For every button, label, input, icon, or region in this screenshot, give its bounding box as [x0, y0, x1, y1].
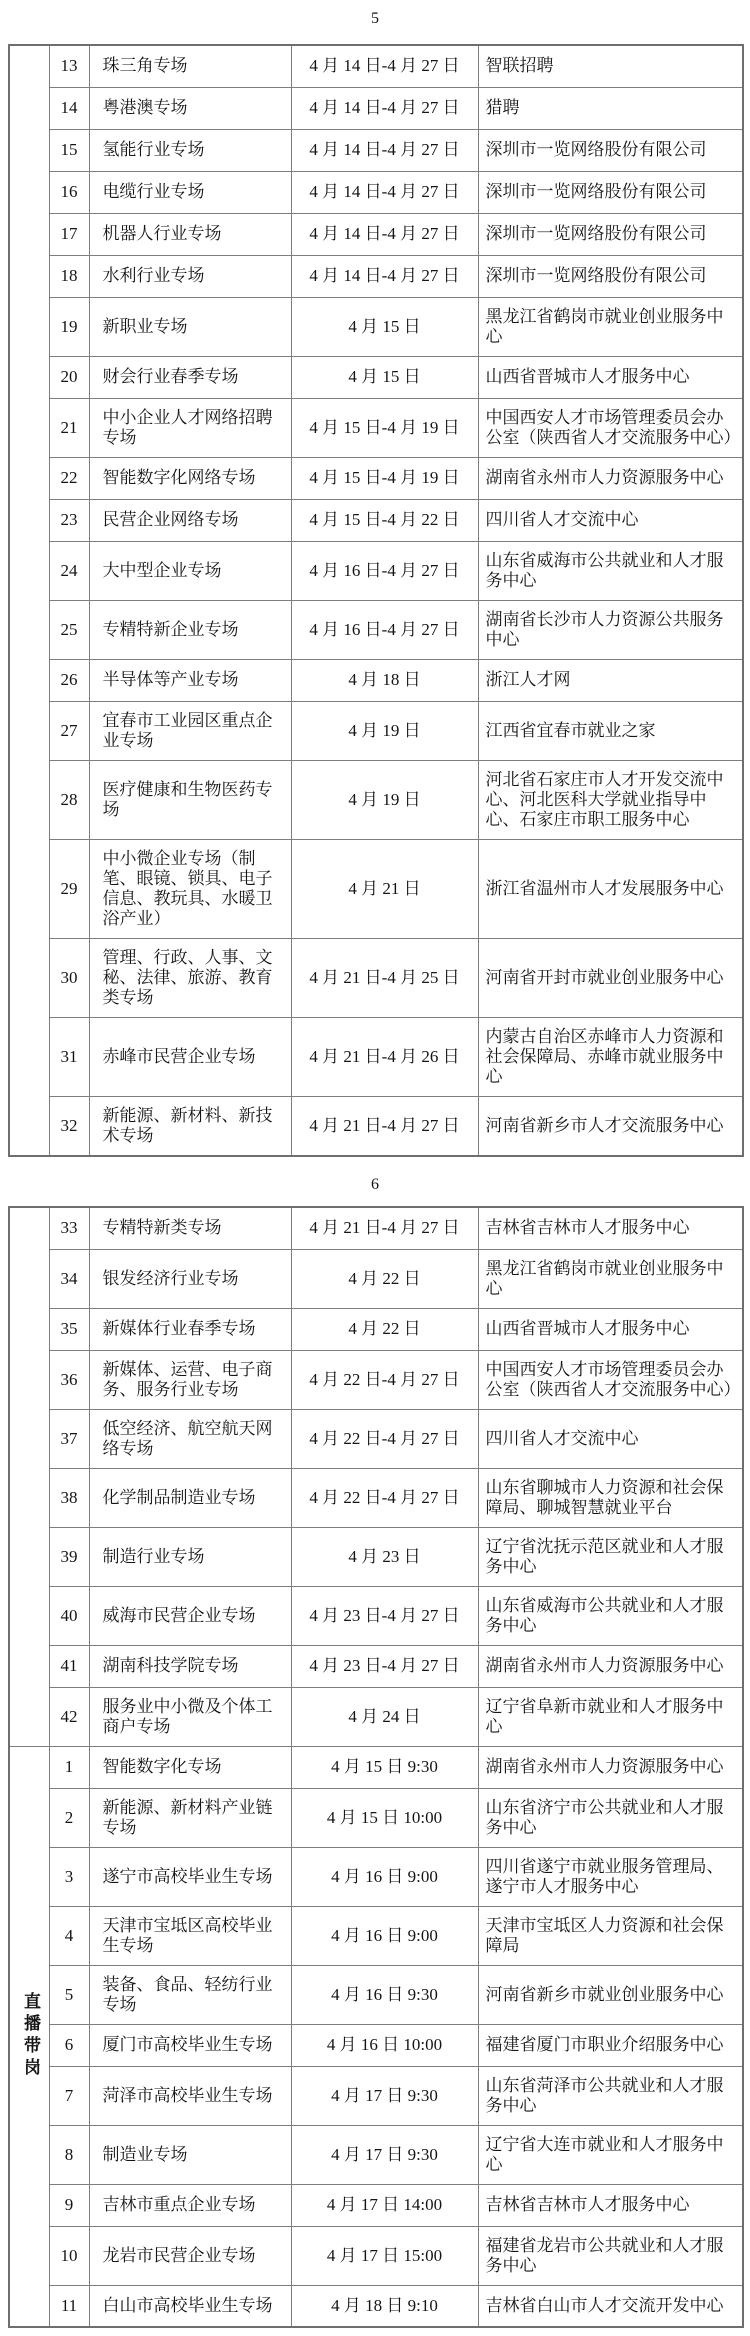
row-number: 28 — [49, 760, 89, 839]
row-number: 25 — [49, 600, 89, 659]
table-row — [9, 213, 743, 255]
table-row — [9, 938, 743, 1017]
row-number: 36 — [49, 1350, 89, 1409]
organizer: 深圳市一览网络股份有限公司 — [478, 255, 743, 297]
session-title: 吉林市重点企业专场 — [89, 2184, 291, 2226]
table-row — [9, 297, 743, 356]
session-date: 4 月 17 日 9:30 — [291, 2125, 478, 2184]
session-title: 宜春市工业园区重点企业专场 — [89, 701, 291, 760]
row-number: 7 — [49, 2066, 89, 2125]
table-row — [9, 87, 743, 129]
table-row — [9, 398, 743, 457]
row-number: 24 — [49, 541, 89, 600]
session-title: 新能源、新材料、新技术专场 — [89, 1096, 291, 1156]
session-date: 4 月 15 日-4 月 19 日 — [291, 398, 478, 457]
session-date: 4 月 17 日 15:00 — [291, 2226, 478, 2285]
session-date: 4 月 16 日 9:30 — [291, 1965, 478, 2024]
table-row — [9, 1527, 743, 1586]
session-title: 民营企业网络专场 — [89, 499, 291, 541]
session-date: 4 月 21 日-4 月 26 日 — [291, 1017, 478, 1096]
session-date: 4 月 21 日-4 月 27 日 — [291, 1096, 478, 1156]
table-row — [9, 701, 743, 760]
session-title: 氢能行业专场 — [89, 129, 291, 171]
row-number: 6 — [49, 2024, 89, 2066]
session-date: 4 月 17 日 14:00 — [291, 2184, 478, 2226]
table-row — [9, 1906, 743, 1965]
schedule-table-page6 — [8, 1206, 744, 2328]
session-date: 4 月 16 日-4 月 27 日 — [291, 600, 478, 659]
organizer: 江西省宜春市就业之家 — [478, 701, 743, 760]
row-number: 1 — [49, 1746, 89, 1788]
session-title: 湖南科技学院专场 — [89, 1645, 291, 1687]
session-title: 威海市民营企业专场 — [89, 1586, 291, 1645]
organizer: 辽宁省沈抚示范区就业和人才服务中心 — [478, 1527, 743, 1586]
session-title: 智能数字化专场 — [89, 1746, 291, 1788]
organizer: 深圳市一览网络股份有限公司 — [478, 171, 743, 213]
table-row — [9, 1746, 743, 1788]
session-date: 4 月 14 日-4 月 27 日 — [291, 87, 478, 129]
organizer: 内蒙古自治区赤峰市人力资源和社会保障局、赤峰市就业服务中心 — [478, 1017, 743, 1096]
organizer: 深圳市一览网络股份有限公司 — [478, 213, 743, 255]
session-date: 4 月 23 日-4 月 27 日 — [291, 1645, 478, 1687]
organizer: 吉林省吉林市人才服务中心 — [478, 2184, 743, 2226]
session-title: 粤港澳专场 — [89, 87, 291, 129]
session-title: 中小微企业专场（制笔、眼镜、锁具、电子信息、教玩具、水暖卫浴产业） — [89, 839, 291, 938]
organizer: 浙江人才网 — [478, 659, 743, 701]
session-date: 4 月 21 日-4 月 25 日 — [291, 938, 478, 1017]
category-cell-empty — [9, 45, 49, 1156]
session-date: 4 月 18 日 9:10 — [291, 2285, 478, 2327]
organizer: 黑龙江省鹤岗市就业创业服务中心 — [478, 297, 743, 356]
organizer: 四川省遂宁市就业服务管理局、遂宁市人才服务中心 — [478, 1847, 743, 1906]
organizer: 山西省晋城市人才服务中心 — [478, 356, 743, 398]
table-row — [9, 129, 743, 171]
session-date: 4 月 24 日 — [291, 1687, 478, 1746]
session-date: 4 月 17 日 9:30 — [291, 2066, 478, 2125]
table-row — [9, 659, 743, 701]
session-title: 中小企业人才网络招聘专场 — [89, 398, 291, 457]
organizer: 山东省威海市公共就业和人才服务中心 — [478, 1586, 743, 1645]
row-number: 17 — [49, 213, 89, 255]
session-title: 大中型企业专场 — [89, 541, 291, 600]
page-number-6: 6 — [371, 1176, 379, 1193]
session-date: 4 月 14 日-4 月 27 日 — [291, 255, 478, 297]
organizer: 天津市宝坻区人力资源和社会保障局 — [478, 1906, 743, 1965]
organizer: 河北省石家庄市人才开发交流中心、河北医科大学就业指导中心、石家庄市职工服务中心 — [478, 760, 743, 839]
table-row — [9, 1096, 743, 1156]
organizer: 浙江省温州市人才发展服务中心 — [478, 839, 743, 938]
session-date: 4 月 23 日-4 月 27 日 — [291, 1586, 478, 1645]
row-number: 19 — [49, 297, 89, 356]
table-row — [9, 1965, 743, 2024]
table-row — [9, 171, 743, 213]
live-broadcast-group-label: 直播带岗 — [21, 1992, 40, 2081]
session-title: 珠三角专场 — [89, 45, 291, 87]
row-number: 16 — [49, 171, 89, 213]
session-date: 4 月 22 日-4 月 27 日 — [291, 1468, 478, 1527]
session-title: 制造业专场 — [89, 2125, 291, 2184]
session-date: 4 月 22 日-4 月 27 日 — [291, 1409, 478, 1468]
session-date: 4 月 15 日 9:30 — [291, 1746, 478, 1788]
session-title: 遂宁市高校毕业生专场 — [89, 1847, 291, 1906]
table-row — [9, 356, 743, 398]
row-number: 41 — [49, 1645, 89, 1687]
row-number: 29 — [49, 839, 89, 938]
row-number: 33 — [49, 1207, 89, 1249]
organizer: 吉林省白山市人才交流开发中心 — [478, 2285, 743, 2327]
table-row — [9, 1847, 743, 1906]
table-row — [9, 1687, 743, 1746]
table-row — [9, 2285, 743, 2327]
row-number: 37 — [49, 1409, 89, 1468]
schedule-table-page5 — [8, 44, 744, 1157]
session-title: 龙岩市民营企业专场 — [89, 2226, 291, 2285]
row-number: 31 — [49, 1017, 89, 1096]
session-title: 新能源、新材料产业链专场 — [89, 1788, 291, 1847]
session-date: 4 月 16 日-4 月 27 日 — [291, 541, 478, 600]
table-row — [9, 760, 743, 839]
session-title: 水利行业专场 — [89, 255, 291, 297]
organizer: 河南省开封市就业创业服务中心 — [478, 938, 743, 1017]
row-number: 23 — [49, 499, 89, 541]
organizer: 湖南省永州市人力资源服务中心 — [478, 1645, 743, 1687]
organizer: 四川省人才交流中心 — [478, 1409, 743, 1468]
organizer: 山东省威海市公共就业和人才服务中心 — [478, 541, 743, 600]
organizer: 湖南省永州市人力资源服务中心 — [478, 457, 743, 499]
session-title: 化学制品制造业专场 — [89, 1468, 291, 1527]
table-row — [9, 1586, 743, 1645]
session-title: 管理、行政、人事、文秘、法律、旅游、教育类专场 — [89, 938, 291, 1017]
organizer: 河南省新乡市就业创业服务中心 — [478, 1965, 743, 2024]
table-row — [9, 2184, 743, 2226]
row-number: 15 — [49, 129, 89, 171]
row-number: 14 — [49, 87, 89, 129]
organizer: 福建省龙岩市公共就业和人才服务中心 — [478, 2226, 743, 2285]
organizer: 福建省厦门市职业介绍服务中心 — [478, 2024, 743, 2066]
organizer: 吉林省吉林市人才服务中心 — [478, 1207, 743, 1249]
table-row — [9, 1249, 743, 1308]
session-date: 4 月 21 日 — [291, 839, 478, 938]
organizer: 中国西安人才市场管理委员会办公室（陕西省人才交流服务中心） — [478, 1350, 743, 1409]
category-cell-empty — [9, 1207, 49, 1746]
table-row — [9, 2024, 743, 2066]
session-title: 机器人行业专场 — [89, 213, 291, 255]
session-date: 4 月 22 日 — [291, 1249, 478, 1308]
organizer: 山东省聊城市人力资源和社会保障局、聊城智慧就业平台 — [478, 1468, 743, 1527]
table-row — [9, 499, 743, 541]
row-number: 3 — [49, 1847, 89, 1906]
session-title: 银发经济行业专场 — [89, 1249, 291, 1308]
table-row — [9, 2066, 743, 2125]
row-number: 13 — [49, 45, 89, 87]
session-title: 专精特新类专场 — [89, 1207, 291, 1249]
organizer: 黑龙江省鹤岗市就业创业服务中心 — [478, 1249, 743, 1308]
session-title: 半导体等产业专场 — [89, 659, 291, 701]
row-number: 2 — [49, 1788, 89, 1847]
session-date: 4 月 15 日-4 月 19 日 — [291, 457, 478, 499]
row-number: 26 — [49, 659, 89, 701]
organizer: 河南省新乡市人才交流服务中心 — [478, 1096, 743, 1156]
session-title: 白山市高校毕业生专场 — [89, 2285, 291, 2327]
organizer: 辽宁省大连市就业和人才服务中心 — [478, 2125, 743, 2184]
session-date: 4 月 15 日 — [291, 356, 478, 398]
session-date: 4 月 22 日-4 月 27 日 — [291, 1350, 478, 1409]
session-title: 智能数字化网络专场 — [89, 457, 291, 499]
session-date: 4 月 14 日-4 月 27 日 — [291, 171, 478, 213]
row-number: 4 — [49, 1906, 89, 1965]
row-number: 39 — [49, 1527, 89, 1586]
organizer: 中国西安人才市场管理委员会办公室（陕西省人才交流服务中心） — [478, 398, 743, 457]
session-title: 新媒体、运营、电子商务、服务行业专场 — [89, 1350, 291, 1409]
row-number: 20 — [49, 356, 89, 398]
session-date: 4 月 16 日 9:00 — [291, 1906, 478, 1965]
session-date: 4 月 22 日 — [291, 1308, 478, 1350]
session-title: 菏泽市高校毕业生专场 — [89, 2066, 291, 2125]
session-title: 低空经济、航空航天网络专场 — [89, 1409, 291, 1468]
row-number: 10 — [49, 2226, 89, 2285]
organizer: 湖南省永州市人力资源服务中心 — [478, 1746, 743, 1788]
row-number: 8 — [49, 2125, 89, 2184]
table-row — [9, 2226, 743, 2285]
table-row — [9, 1350, 743, 1409]
table-row — [9, 1468, 743, 1527]
session-date: 4 月 18 日 — [291, 659, 478, 701]
row-number: 9 — [49, 2184, 89, 2226]
session-title: 厦门市高校毕业生专场 — [89, 2024, 291, 2066]
session-title: 服务业中小微及个体工商户专场 — [89, 1687, 291, 1746]
organizer: 四川省人才交流中心 — [478, 499, 743, 541]
session-date: 4 月 14 日-4 月 27 日 — [291, 129, 478, 171]
row-number: 30 — [49, 938, 89, 1017]
session-title: 制造行业专场 — [89, 1527, 291, 1586]
organizer: 山西省晋城市人才服务中心 — [478, 1308, 743, 1350]
table-row — [9, 1409, 743, 1468]
session-title: 新媒体行业春季专场 — [89, 1308, 291, 1350]
table-row — [9, 45, 743, 87]
organizer: 山东省菏泽市公共就业和人才服务中心 — [478, 2066, 743, 2125]
row-number: 11 — [49, 2285, 89, 2327]
session-title: 装备、食品、轻纺行业专场 — [89, 1965, 291, 2024]
row-number: 38 — [49, 1468, 89, 1527]
session-date: 4 月 15 日 10:00 — [291, 1788, 478, 1847]
session-date: 4 月 14 日-4 月 27 日 — [291, 213, 478, 255]
row-number: 34 — [49, 1249, 89, 1308]
session-date: 4 月 15 日 — [291, 297, 478, 356]
session-title: 新职业专场 — [89, 297, 291, 356]
organizer: 猎聘 — [478, 87, 743, 129]
row-number: 5 — [49, 1965, 89, 2024]
session-title: 赤峰市民营企业专场 — [89, 1017, 291, 1096]
table-row — [9, 2125, 743, 2184]
session-date: 4 月 19 日 — [291, 701, 478, 760]
session-title: 天津市宝坻区高校毕业生专场 — [89, 1906, 291, 1965]
table-row — [9, 255, 743, 297]
session-date: 4 月 15 日-4 月 22 日 — [291, 499, 478, 541]
category-cell-live-broadcast — [9, 1746, 49, 2327]
row-number: 22 — [49, 457, 89, 499]
organizer: 深圳市一览网络股份有限公司 — [478, 129, 743, 171]
session-title: 电缆行业专场 — [89, 171, 291, 213]
session-date: 4 月 14 日-4 月 27 日 — [291, 45, 478, 87]
session-date: 4 月 16 日 10:00 — [291, 2024, 478, 2066]
row-number: 40 — [49, 1586, 89, 1645]
table-row — [9, 600, 743, 659]
session-title: 专精特新企业专场 — [89, 600, 291, 659]
row-number: 35 — [49, 1308, 89, 1350]
session-date: 4 月 23 日 — [291, 1527, 478, 1586]
session-title: 医疗健康和生物医药专场 — [89, 760, 291, 839]
row-number: 21 — [49, 398, 89, 457]
table-row — [9, 839, 743, 938]
row-number: 27 — [49, 701, 89, 760]
table-row — [9, 1207, 743, 1249]
table-row — [9, 1788, 743, 1847]
organizer: 湖南省长沙市人力资源公共服务中心 — [478, 600, 743, 659]
organizer: 辽宁省阜新市就业和人才服务中心 — [478, 1687, 743, 1746]
row-number: 42 — [49, 1687, 89, 1746]
session-date: 4 月 19 日 — [291, 760, 478, 839]
table-row — [9, 1645, 743, 1687]
table-row — [9, 1017, 743, 1096]
organizer: 智联招聘 — [478, 45, 743, 87]
table-row — [9, 457, 743, 499]
session-title: 财会行业春季专场 — [89, 356, 291, 398]
organizer: 山东省济宁市公共就业和人才服务中心 — [478, 1788, 743, 1847]
page-number-5: 5 — [371, 10, 379, 27]
table-row — [9, 541, 743, 600]
row-number: 32 — [49, 1096, 89, 1156]
table-row — [9, 1308, 743, 1350]
session-date: 4 月 21 日-4 月 27 日 — [291, 1207, 478, 1249]
row-number: 18 — [49, 255, 89, 297]
session-date: 4 月 16 日 9:00 — [291, 1847, 478, 1906]
